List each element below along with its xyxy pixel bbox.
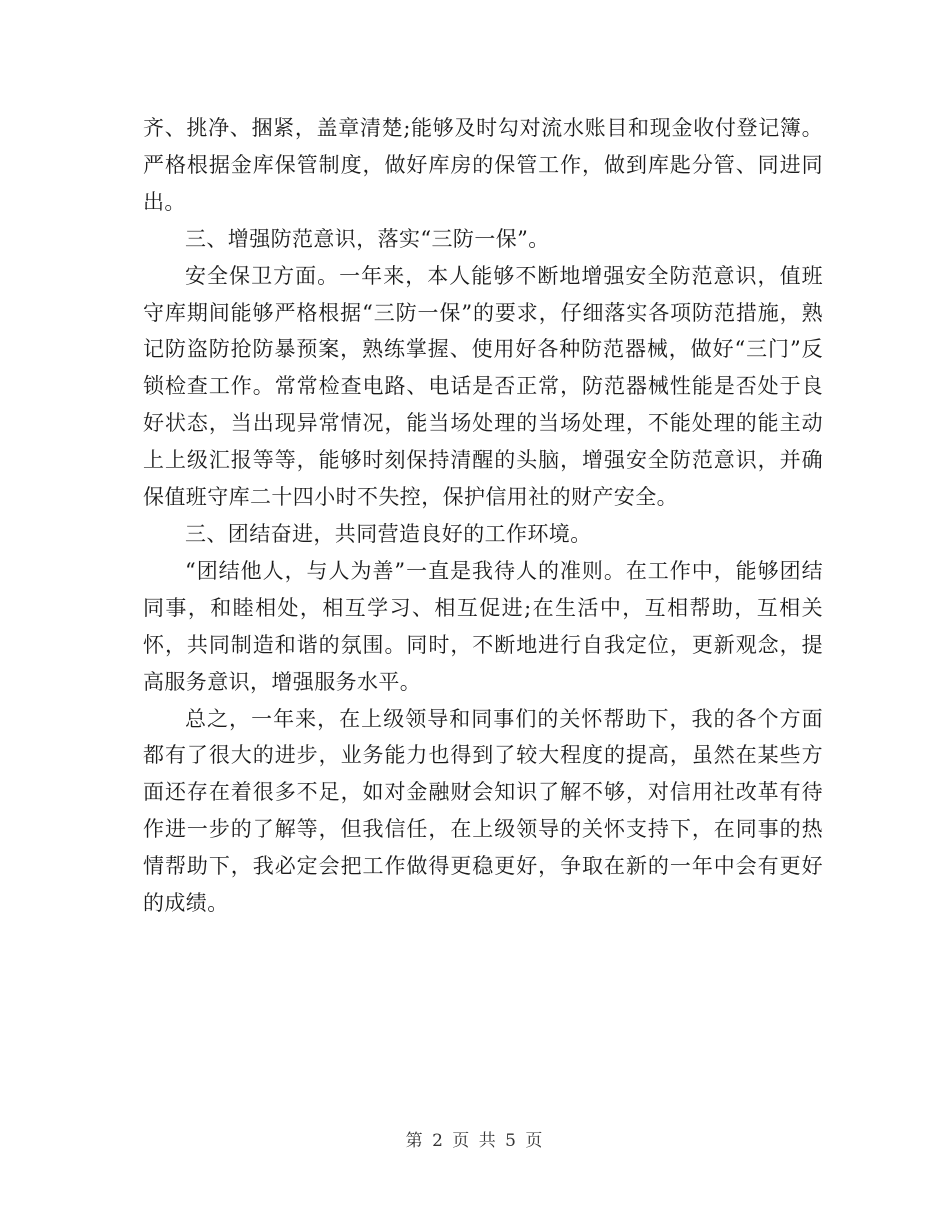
paragraph-continuation: 齐、挑净、捆紧，盖章清楚;能够及时勾对流水账目和现金收付登记簿。严格根据金库保管制度，做好库房的保管工作，做到库匙分管、同进同出。 [143, 116, 823, 214]
paragraph-teamwork: “团结他人，与人为善”一直是我待人的准则。在工作中，能够团结同事，和睦相处，相互学习、相互促进;在生活中，互相帮助，互相关怀，共同制造和谐的氛围。同时，不断地进行自我定位，更新观念，提高服务意识，增强服务水平。 [143, 558, 823, 694]
paragraph-security: 安全保卫方面。一年来，本人能够不断地增强安全防范意识，值班守库期间能够严格根据“三防一保”的要求，仔细落实各项防范措施，熟记防盗防抢防暴预案，熟练掌握、使用好各种防范器械，做好“三门”反锁检查工作。常常检查电路、电话是否正常，防范器械性能是否处于良好状态，当出现异常情况，能当场处理的当场处理，不能处理的能主动上上级汇报等等，能够时刻保持清醒的头脑，增强安全防范意识，并确保值班守库二十四小时不失控，保护信用社的财产安全。 [143, 263, 823, 510]
section-heading-prevention: 三、增强防范意识，落实“三防一保”。 [185, 226, 550, 251]
paragraph-summary: 总之，一年来，在上级领导和同事们的关怀帮助下，我的各个方面都有了很大的进步，业务能力也得到了较大程度的提高，虽然在某些方面还存在着很多不足，如对金融财会知识了解不够，对信用社改革有待作进一步的了解等，但我信任，在上级领导的关怀支持下，在同事的热情帮助下，我必定会把工作做得更稳更好，争取在新的一年中会有更好的成绩。 [143, 706, 823, 916]
section-heading-teamwork: 三、团结奋进，共同营造良好的工作环境。 [185, 521, 592, 546]
page-number-footer: 第 2 页 共 5 页 [405, 1131, 545, 1151]
document-body [143, 110, 823, 922]
